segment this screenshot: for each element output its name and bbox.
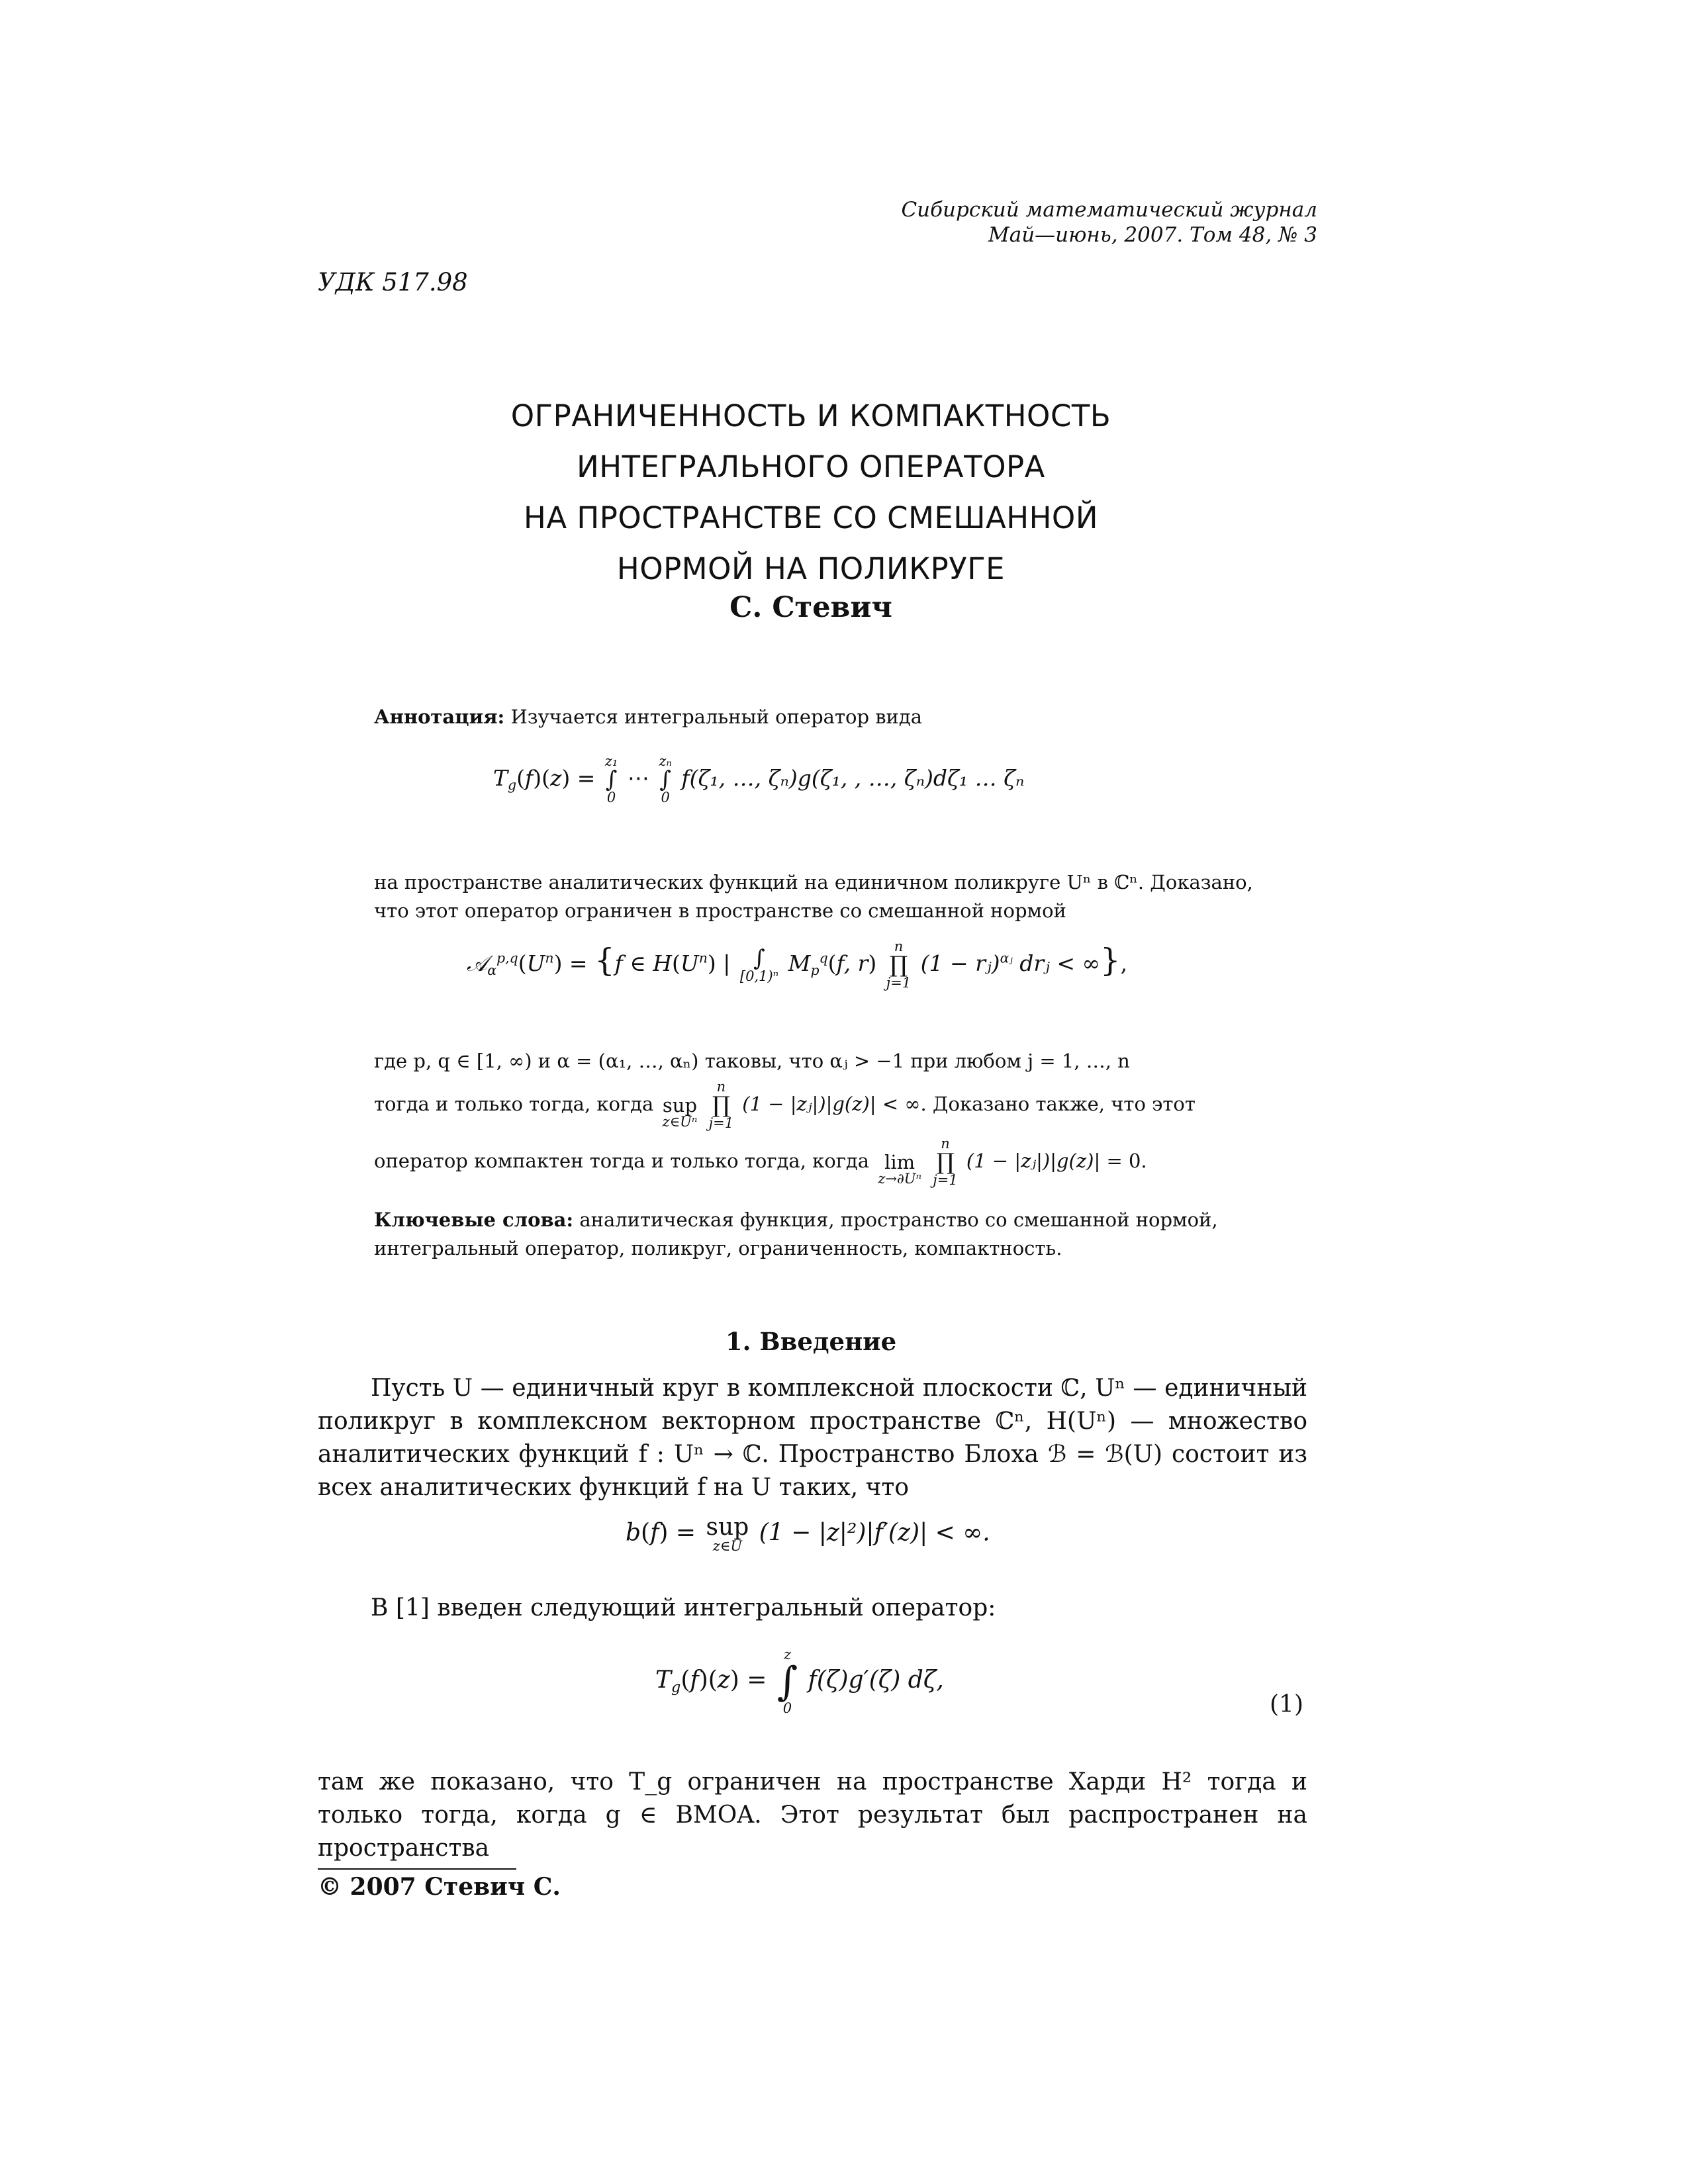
journal-name: Сибирский математический журнал <box>901 198 1317 222</box>
section-number: 1. <box>725 1327 751 1356</box>
integral-domain: ∫ [0,1)ⁿ <box>739 944 779 984</box>
sup-product-term: (1 − |zⱼ|)|g(z)| <box>742 1093 876 1115</box>
keywords <box>374 1206 1264 1263</box>
title-line-4: НОРМОЙ НА ПОЛИКРУГЕ <box>616 551 1006 586</box>
keywords-label: Ключевые слова: <box>374 1208 574 1231</box>
integral-1-upper: z₁ <box>604 753 618 769</box>
abstract-para-2: где p, q ∈ [1, ∞) и α = (α₁, …, αₙ) таковы, что αⱼ > −1 при любом j = 1, …, n <box>374 1050 1130 1072</box>
lim-product-term: (1 − |zⱼ|)|g(z)| <box>966 1150 1101 1172</box>
integral-domain-label: [0,1)ⁿ <box>739 968 779 984</box>
abstract-para-4-pre: оператор компактен тогда и только тогда, когда <box>374 1150 870 1172</box>
keywords-text: аналитическая функция, пространство со смешанной нормой, интегральный оператор, поликруг, ограниченность, компактность. <box>374 1208 1218 1259</box>
integral-n-lower: 0 <box>661 790 670 805</box>
integral-n: zₙ ∫ 0 <box>659 753 672 805</box>
footnote-rule <box>318 1868 516 1870</box>
eq1-body: f(ζ)g′(ζ) dζ, <box>808 1666 944 1694</box>
abstract-intro-text: Изучается интегральный оператор вида <box>510 705 923 728</box>
author-name: С. Стевич <box>729 591 892 624</box>
formula-mp: M <box>788 950 811 976</box>
formula-product-term: (1 − rⱼ) <box>920 950 1000 976</box>
formula-bloch: b(f) = sup z∈U (1 − |z|²)|f′(z)| < ∞. <box>626 1514 990 1554</box>
abstract-label: Аннотация: <box>374 705 505 728</box>
body-paragraph-2: В [1] введен следующий интегральный оператор: <box>371 1594 996 1621</box>
formula-eq-1: $T_g(f)(z)$ = z ∫ 0 f(ζ)g′(ζ) dζ, <box>655 1647 944 1716</box>
eq1-upper: z <box>783 1647 792 1662</box>
lim-operator: lim z→∂Uⁿ <box>878 1150 922 1187</box>
abstract-intro <box>374 703 1264 731</box>
integral-1-lower: 0 <box>606 790 616 805</box>
abstract-para-4 <box>374 1137 1264 1187</box>
abstract-para-4-post: = 0. <box>1106 1150 1147 1172</box>
formula-tg-lhs: T <box>493 765 508 791</box>
equation-number-1: (1) <box>1270 1691 1303 1718</box>
bloch-sup-sub: z∈U <box>712 1538 743 1554</box>
paper-title <box>331 390 1291 594</box>
title-line-2: ИНТЕГРАЛЬНОГО ОПЕРАТОРА <box>577 449 1045 484</box>
section-title: Введение <box>759 1327 897 1356</box>
journal-issue: Май—июнь, 2007. Том 48, № 3 <box>988 223 1317 247</box>
journal-header <box>722 197 1317 248</box>
abstract-para-3 <box>374 1080 1264 1130</box>
copyright: © 2007 Стевич С. <box>318 1873 561 1901</box>
body-paragraph-3: там же показано, что T_g ограничен на пространстве Харди H² тогда и только тогда, когда g ∈ BMOA. Этот результат был распространен на пространства <box>318 1768 1307 1862</box>
product-lim: n ∏ j=1 <box>933 1136 958 1188</box>
product-sup: n ∏ j=1 <box>708 1079 734 1131</box>
udk-code: УДК 517.98 <box>318 268 468 296</box>
title-line-3: НА ПРОСТРАНСТВЕ СО СМЕШАННОЙ <box>524 500 1098 535</box>
integral-1: z₁ ∫ 0 <box>604 753 618 805</box>
abstract-para-1: на пространстве аналитических функций на единичном поликруге Uⁿ в ℂⁿ. Доказано, что этот оператор ограничен в пространстве со смешанной нормой <box>374 871 1253 922</box>
abstract-para-3-post: < ∞. Доказано также, что этот <box>882 1093 1196 1115</box>
integral-n-upper: zₙ <box>659 753 672 769</box>
bloch-body: (1 − |z|²)|f′(z)| < ∞. <box>759 1519 990 1547</box>
formula-mixed-norm-space: $𝒜_\alpha^{p,q}(U^n) = \{f$ ∈ $H(U^n)$ | ∫ [0,1)ⁿ $M_p^q(f$, r) n ∏ j=1 (1 − rⱼ)$^{\alpha ⱼ}$ drⱼ < ∞}, <box>467 938 1128 991</box>
formula-tg-multi: $T_g(f)(z)$ = z₁ ∫ 0 ⋯ zₙ ∫ 0 f(ζ₁, …, ζₙ)g(ζ₁, , …, ζₙ)dζ₁ … ζₙ <box>493 753 1025 805</box>
formula-tg-integrand: f(ζ₁, …, ζₙ)g(ζ₁, , …, ζₙ)dζ₁ … ζₙ <box>681 765 1025 791</box>
title-line-1: ОГРАНИЧЕННОСТЬ И КОМПАКТНОСТЬ <box>510 398 1111 433</box>
eq1-lower: 0 <box>782 1700 792 1716</box>
abstract-para-3-pre: тогда и только тогда, когда <box>374 1093 654 1115</box>
eq1-integral: z ∫ 0 <box>776 1647 798 1716</box>
bloch-sup: sup z∈U <box>706 1514 749 1554</box>
sup-operator: sup z∈Uⁿ <box>662 1093 698 1130</box>
body-paragraph-1: Пусть U — единичный круг в комплексной плоскости ℂ, Uⁿ — единичный поликруг в комплексном векторном пространстве ℂⁿ, H(Uⁿ) — множество аналитических функций f : Uⁿ → ℂ. Пространство Блоха ℬ = ℬ(U) состоит из всех аналитических функций f на U таких, что <box>318 1375 1307 1501</box>
section-heading <box>331 1327 1291 1356</box>
product-n: n ∏ j=1 <box>886 938 912 991</box>
